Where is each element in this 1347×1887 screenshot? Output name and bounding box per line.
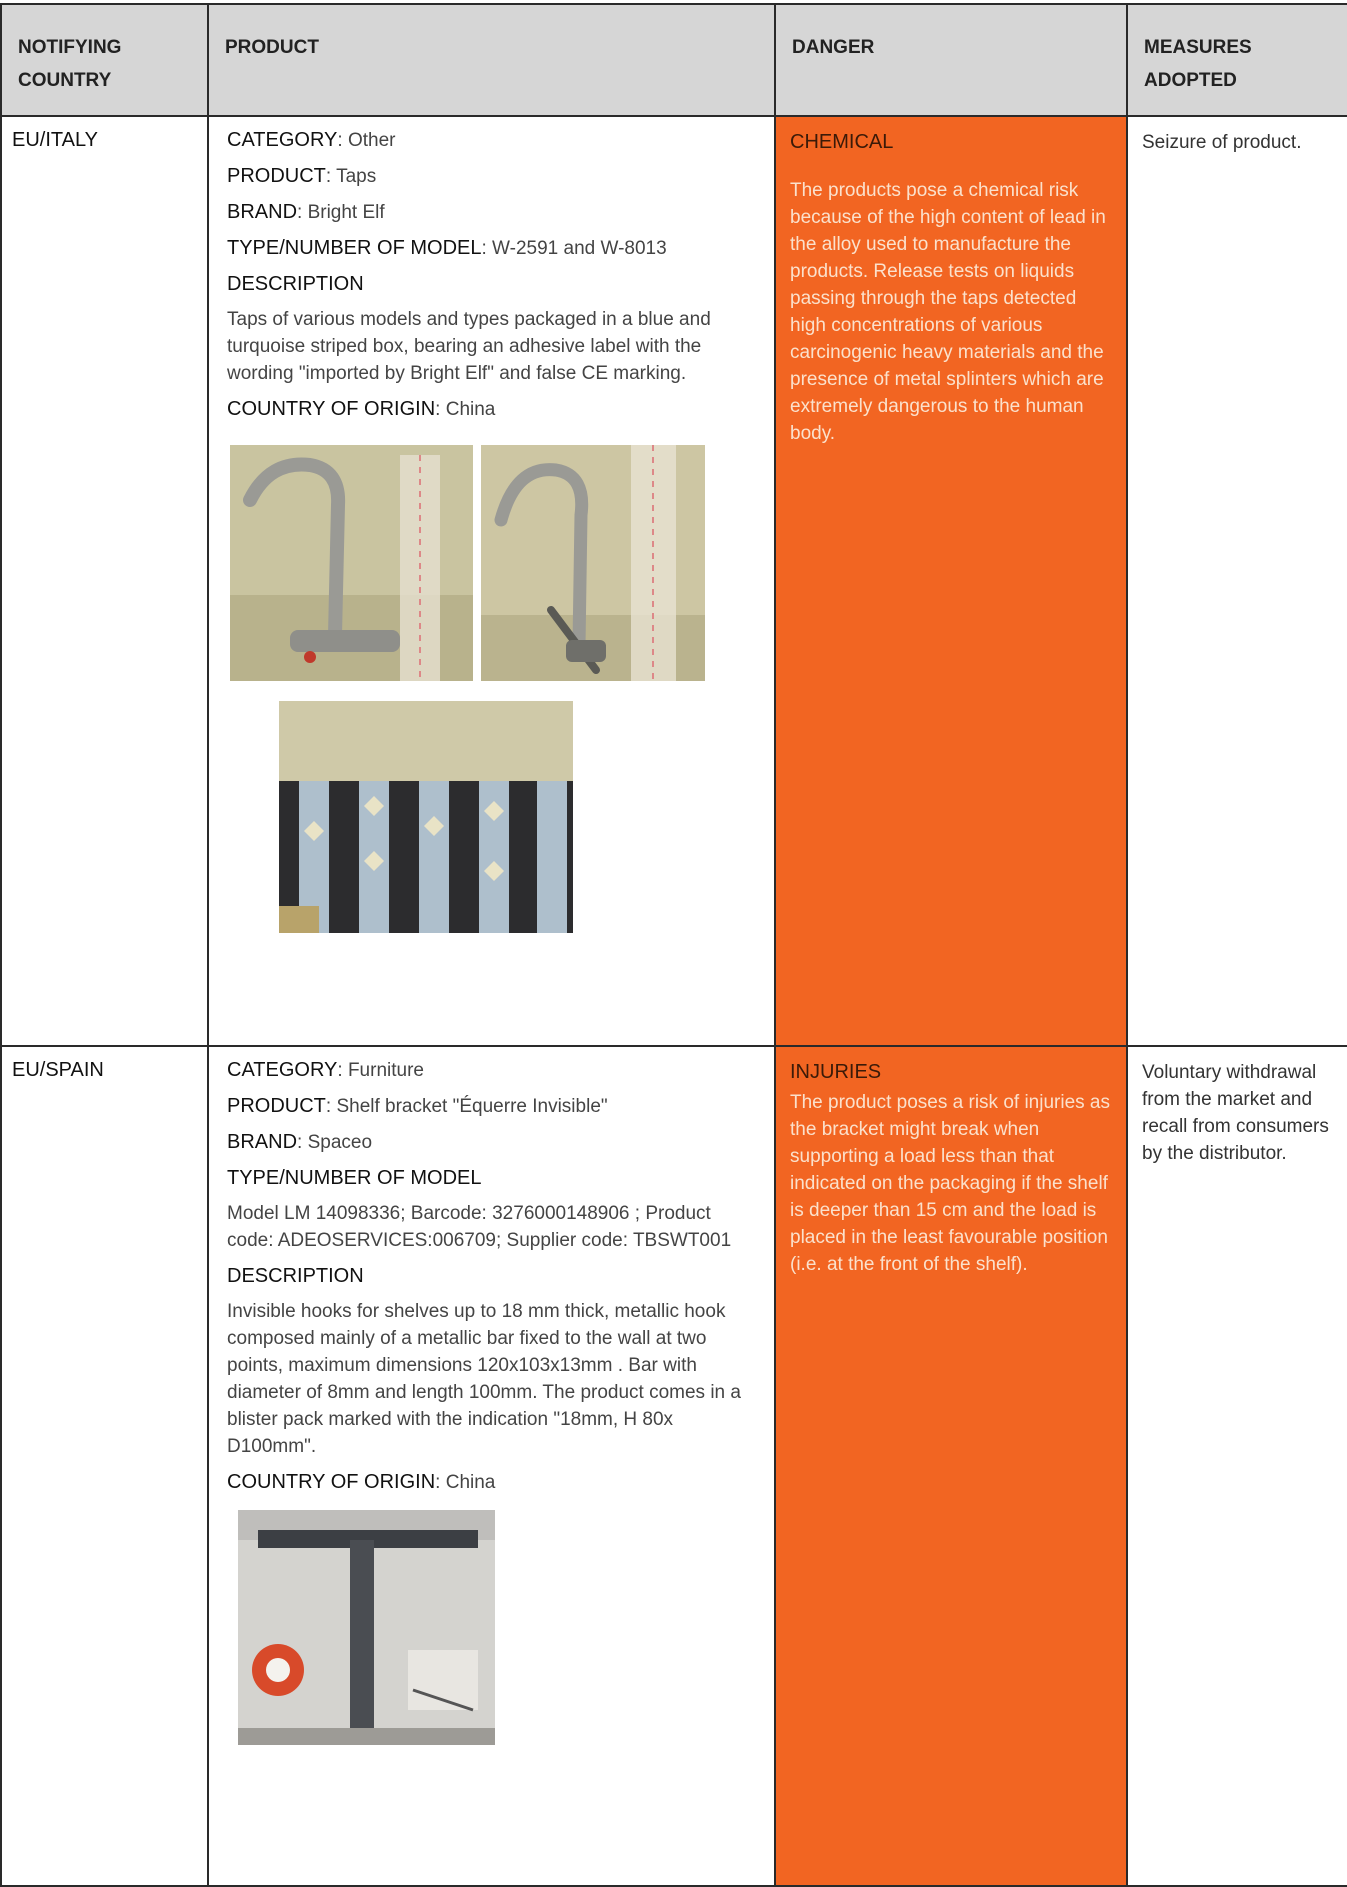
table-row	[1, 1046, 1347, 1886]
category-line	[227, 1057, 756, 1084]
header-measures-adopted: MEASURES ADOPTED	[1127, 4, 1347, 116]
danger-cell	[775, 116, 1127, 1046]
model-heading: TYPE/NUMBER OF MODEL	[227, 1167, 482, 1189]
category-label: CATEGORY	[227, 1059, 338, 1081]
category-value: : Other	[337, 130, 396, 151]
brand-line	[227, 1129, 756, 1156]
table-row	[1, 116, 1347, 1046]
product-value: : Shelf bracket "Équerre Invisible"	[325, 1096, 608, 1117]
product-line	[227, 163, 756, 190]
packaging-photo-wrap	[227, 701, 756, 933]
description-text: Invisible hooks for shelves up to 18 mm thick, metallic hook composed mainly of a metallic bar fixed to the wall at two points, maximum dimensions 120x103x13mm . Bar with diameter of 8mm and length 100mm. The product comes in a blister pack marked with the indication "18mm, H 80x D100mm".	[227, 1301, 741, 1457]
product-line	[227, 1093, 756, 1120]
brand-value: : Bright Elf	[297, 202, 385, 223]
category-value: : Furniture	[337, 1060, 424, 1081]
tap-photo-2	[481, 445, 705, 681]
danger-title: INJURIES	[790, 1061, 882, 1083]
origin-value: : China	[435, 1472, 496, 1493]
danger-text: The products pose a chemical risk because of the high content of lead in the alloy used to manufacture the products. Release tests on liquids passing through the taps detected high concentrations of various carcinogenic heavy materials and the presence of metal splinters which are extremely dangerous to the human body.	[790, 180, 1106, 444]
product-label: PRODUCT	[227, 1095, 326, 1117]
header-danger: DANGER	[775, 4, 1127, 116]
origin-value: : China	[435, 399, 496, 420]
category-line	[227, 127, 756, 154]
measures-cell: Voluntary withdrawal from the market and recall from consumers by the distributor.	[1127, 1046, 1347, 1886]
header-product: PRODUCT	[208, 4, 775, 116]
description-text: Taps of various models and types packaged in a blue and turquoise striped box, bearing an adhesive label with the wording "imported by Bright Elf" and false CE marking.	[227, 309, 711, 384]
danger-cell	[775, 1046, 1127, 1886]
danger-text: The product poses a risk of injuries as the bracket might break when supporting a load less than that indicated on the packaging if the shelf is deeper than 15 cm and the load is placed in the least favourable position (i.e. at the front of the shelf).	[790, 1092, 1110, 1275]
origin-line	[227, 396, 756, 423]
origin-label: COUNTRY OF ORIGIN	[227, 1471, 436, 1493]
model-label: TYPE/NUMBER OF MODEL	[227, 237, 482, 259]
brand-line	[227, 199, 756, 226]
brand-label: BRAND	[227, 1131, 298, 1153]
measures-cell: Seizure of product.	[1127, 116, 1347, 1046]
danger-title: CHEMICAL	[790, 131, 894, 153]
notifying-country-cell: EU/ITALY	[1, 116, 208, 1046]
bracket-photo	[238, 1510, 495, 1745]
model-detail-text: Model LM 14098336; Barcode: 3276000148906 ; Product code: ADEOSERVICES:006709; Supplier code: TBSWT001	[227, 1203, 732, 1251]
model-value: : W-2591 and W-8013	[481, 238, 667, 259]
product-value: : Taps	[325, 166, 377, 187]
category-label: CATEGORY	[227, 129, 338, 151]
model-line	[227, 235, 756, 262]
notification-table	[0, 3, 1347, 1887]
product-label: PRODUCT	[227, 165, 326, 187]
origin-label: COUNTRY OF ORIGIN	[227, 398, 436, 420]
product-photos	[227, 445, 756, 681]
product-cell	[208, 1046, 775, 1886]
brand-value: : Spaceo	[297, 1132, 373, 1153]
description-heading: DESCRIPTION	[227, 1265, 364, 1287]
notifying-country-cell: EU/SPAIN	[1, 1046, 208, 1886]
product-photos	[227, 1510, 756, 1745]
product-cell	[208, 116, 775, 1046]
brand-label: BRAND	[227, 201, 298, 223]
danger-gap	[790, 155, 1112, 177]
description-heading: DESCRIPTION	[227, 273, 364, 295]
tap-photo-1	[230, 445, 473, 681]
packaging-photo	[279, 701, 573, 933]
origin-line	[227, 1469, 756, 1496]
header-notifying-country: NOTIFYING COUNTRY	[1, 4, 208, 116]
header-row	[1, 4, 1347, 116]
